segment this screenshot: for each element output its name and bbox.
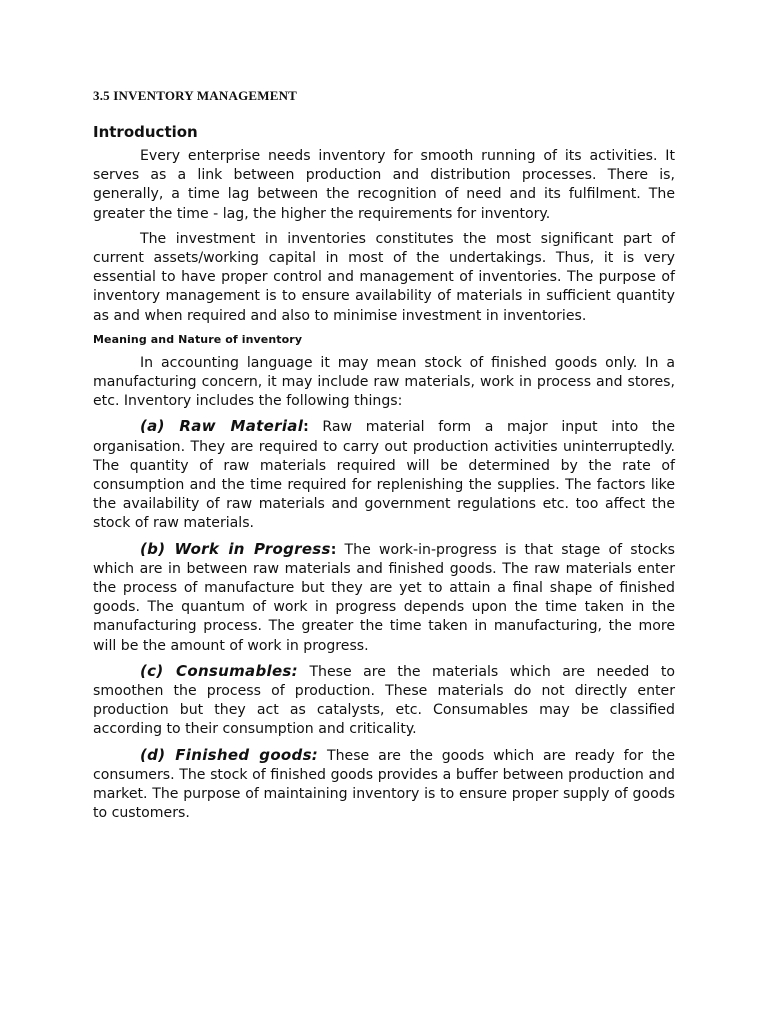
item-separator: :	[303, 419, 309, 436]
item-text: The work-in-progress is that stage of stocks which are in between raw materials and finished goods. The raw materials enter the process of manufacture but they are yet to attain a final shape of finished goods. The quantum of work in progress depends upon the time taken in the manufacturing process. The greater the time taken in manufacturing, the more will be the amount of work in progress.	[93, 541, 675, 654]
item-separator: :	[330, 541, 337, 558]
intro-paragraph-1: Every enterprise needs inventory for smooth running of its activities. It serves as a link between production and distribution processes. There is, generally, a time lag between the recognition of need and its fulfilment. The greater the time - lag, the higher the requirements for inventory.	[93, 148, 675, 222]
introduction-heading: Introduction	[93, 123, 198, 141]
item-label: (a) Raw Material	[140, 417, 304, 436]
item-label: (d) Finished goods:	[140, 745, 319, 764]
item-label: (c) Consumables:	[140, 661, 298, 680]
intro-paragraph-2: The investment in inventories constitutes the most significant part of current assets/working capital in most of the undertakings. Thus, it is very essential to have proper control and management of inventories. The purpose of inventory management is to ensure availability of materials in sufficient quantity as and when required and also to minimise investment in inventories.	[93, 230, 675, 324]
item-label: (b) Work in Progress	[140, 539, 331, 558]
item-finished-goods	[93, 746, 675, 824]
item-consumables	[93, 662, 675, 740]
item-raw-material	[93, 417, 675, 533]
item-text: Raw material form a major input into the organisation. They are required to carry out production activities uninterruptedly. The quantity of raw materials required will be determined by the rate of consumption and the time required for replenishing the supplies. The factors like the availability of raw materials and government regulations etc. too affect the stock of raw materials.	[93, 419, 675, 532]
item-text: These are the goods which are ready for the consumers. The stock of finished goods provides a buffer between production and market. The purpose of maintaining inventory is to ensure proper supply of goods to customers.	[93, 747, 675, 822]
item-work-in-progress	[93, 540, 675, 656]
section-title: 3.5 INVENTORY MANAGEMENT	[93, 88, 298, 103]
meaning-heading: Meaning and Nature of inventory	[93, 332, 303, 346]
item-text: These are the materials which are needed to smoothen the process of production. These materials do not directly enter production but they act as catalysts, etc. Consumables may be classified according to their consumption and criticality.	[93, 663, 675, 738]
document-page	[93, 86, 675, 830]
meaning-paragraph: In accounting language it may mean stock of finished goods only. In a manufacturing concern, it may include raw materials, work in process and stores, etc. Inventory includes the following things:	[93, 354, 675, 410]
